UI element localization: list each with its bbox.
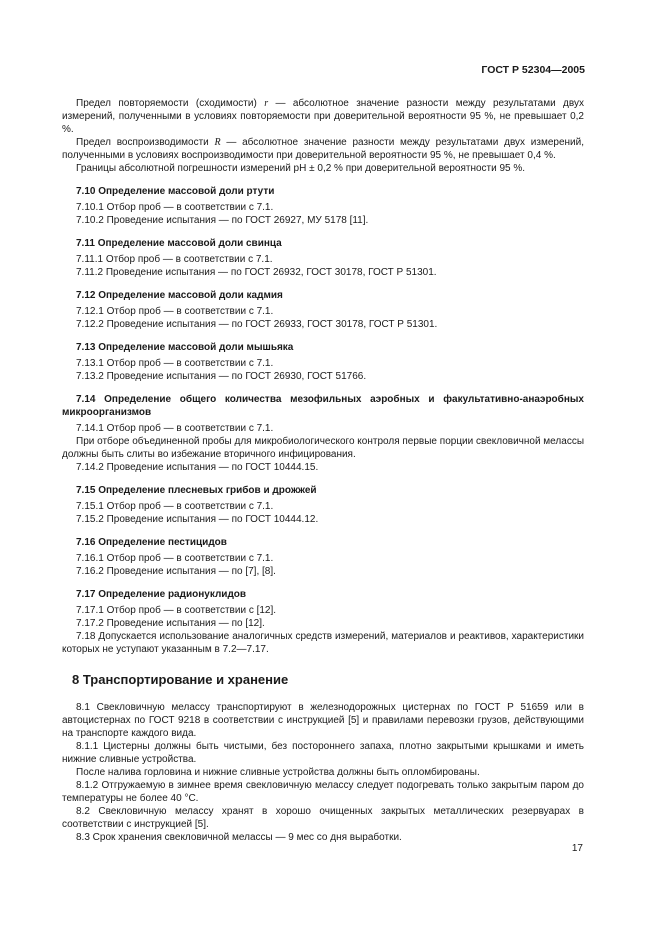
item-7-10-1: 7.10.1 Отбор проб — в соответствии с 7.1. [76,202,274,213]
item-7-11-1: 7.11.1 Отбор проб — в соответствии с 7.1. [76,254,273,265]
item-8-1-1: 8.1.1 Цистерны должны быть чистыми, без постороннего запаха, плотно закрытыми крышками и иметь нижние сливные устройства. [62,741,584,765]
item-7-15-2: 7.15.2 Проведение испытания — по ГОСТ 10444.12. [76,514,319,525]
symbol-R: R [214,137,221,148]
item-7-16-2: 7.16.2 Проведение испытания — по [7], [8]. [76,566,276,577]
item-8-2: 8.2 Свекловичную мелассу хранят в хорошо очищенных закрытых металлических резервуарах в соответствии с инструкцией [5]. [62,806,584,830]
item-8-1-2: 8.1.2 Отгружаемую в зимнее время свекловичную мелассу следует подогревать только закрытым паром до температуры не более 40 °С. [62,780,584,804]
item-7-14-1: 7.14.1 Отбор проб — в соответствии с 7.1. [76,423,274,434]
repeatability-paragraph: Предел повторяемости (сходимости) r — абсолютное значение разности между результатами двух измерений, полученными в условиях повторяемости при доверительной вероятности 95 %, не превышает 0,2 %. [62,98,584,135]
section-7-14-title: 7.14 Определение общего количества мезофильных аэробных и факультативно-анаэробных микроорганизмов [62,394,584,418]
page-body [62,97,584,844]
symbol-r: r [264,98,269,109]
item-8-1-1-note: После налива горловина и нижние сливные устройства должны быть опломбированы. [76,767,480,778]
item-7-14-2: 7.14.2 Проведение испытания — по ГОСТ 10444.15. [76,462,319,473]
item-7-17-2: 7.17.2 Проведение испытания — по [12]. [76,618,265,629]
item-7-16-1: 7.16.1 Отбор проб — в соответствии с 7.1. [76,553,274,564]
section-8-title: 8 Транспортирование и хранение [72,672,289,687]
section-7-15-title: 7.15 Определение плесневых грибов и дрожжей [76,485,317,496]
section-7-17-title: 7.17 Определение радионуклидов [76,589,247,600]
section-7-13-title: 7.13 Определение массовой доли мышьяка [76,342,294,353]
item-7-11-2: 7.11.2 Проведение испытания — по ГОСТ 26932, ГОСТ 30178, ГОСТ Р 51301. [76,267,437,278]
item-7-13-2: 7.13.2 Проведение испытания — по ГОСТ 26930, ГОСТ 51766. [76,371,367,382]
ph-paragraph: Границы абсолютной погрешности измерений pH ± 0,2 % при доверительной вероятности 95 %. [76,163,526,174]
item-7-10-2: 7.10.2 Проведение испытания — по ГОСТ 26927, МУ 5178 [11]. [76,215,369,226]
item-7-12-1: 7.12.1 Отбор проб — в соответствии с 7.1. [76,306,274,317]
item-8-1: 8.1 Свекловичную мелассу транспортируют в железнодорожных цистернах по ГОСТ Р 51659 или в автоцистернах по ГОСТ 9218 в соответствии с инструкцией [5] и правилами перевозки грузов, действующими на транспорте каждого вида. [62,702,584,739]
item-7-15-1: 7.15.1 Отбор проб — в соответствии с 7.1. [76,501,274,512]
section-7-16-title: 7.16 Определение пестицидов [76,537,227,548]
section-7-10-title: 7.10 Определение массовой доли ртути [76,186,275,197]
page-number: 17 [571,843,583,854]
item-7-13-1: 7.13.1 Отбор проб — в соответствии с 7.1. [76,358,274,369]
item-7-12-2: 7.12.2 Проведение испытания — по ГОСТ 26933, ГОСТ 30178, ГОСТ Р 51301. [76,319,438,330]
reproducibility-paragraph: Предел воспроизводимости R — абсолютное значение разности между результатами двух измерений, полученными в условиях воспроизводимости при доверительной вероятности 95 %, не превышает 0,4 %. [62,137,584,161]
standard-header: ГОСТ Р 52304—2005 [481,64,585,76]
item-7-17-1: 7.17.1 Отбор проб — в соответствии с [12]. [76,605,277,616]
item-8-3: 8.3 Срок хранения свекловичной мелассы — 9 мес со дня выработки. [76,832,402,843]
item-7-14-note: При отборе объединенной пробы для микробиологического контроля первые порции свекловичной мелассы должны быть слиты во избежание вторичного инфицирования. [62,436,584,460]
item-7-18: 7.18 Допускается использование аналогичных средств измерений, материалов и реактивов, характеристики которых не уступают указанным в 7.2—7.17. [62,631,584,655]
section-7-11-title: 7.11 Определение массовой доли свинца [76,238,282,249]
section-7-12-title: 7.12 Определение массовой доли кадмия [76,290,283,301]
